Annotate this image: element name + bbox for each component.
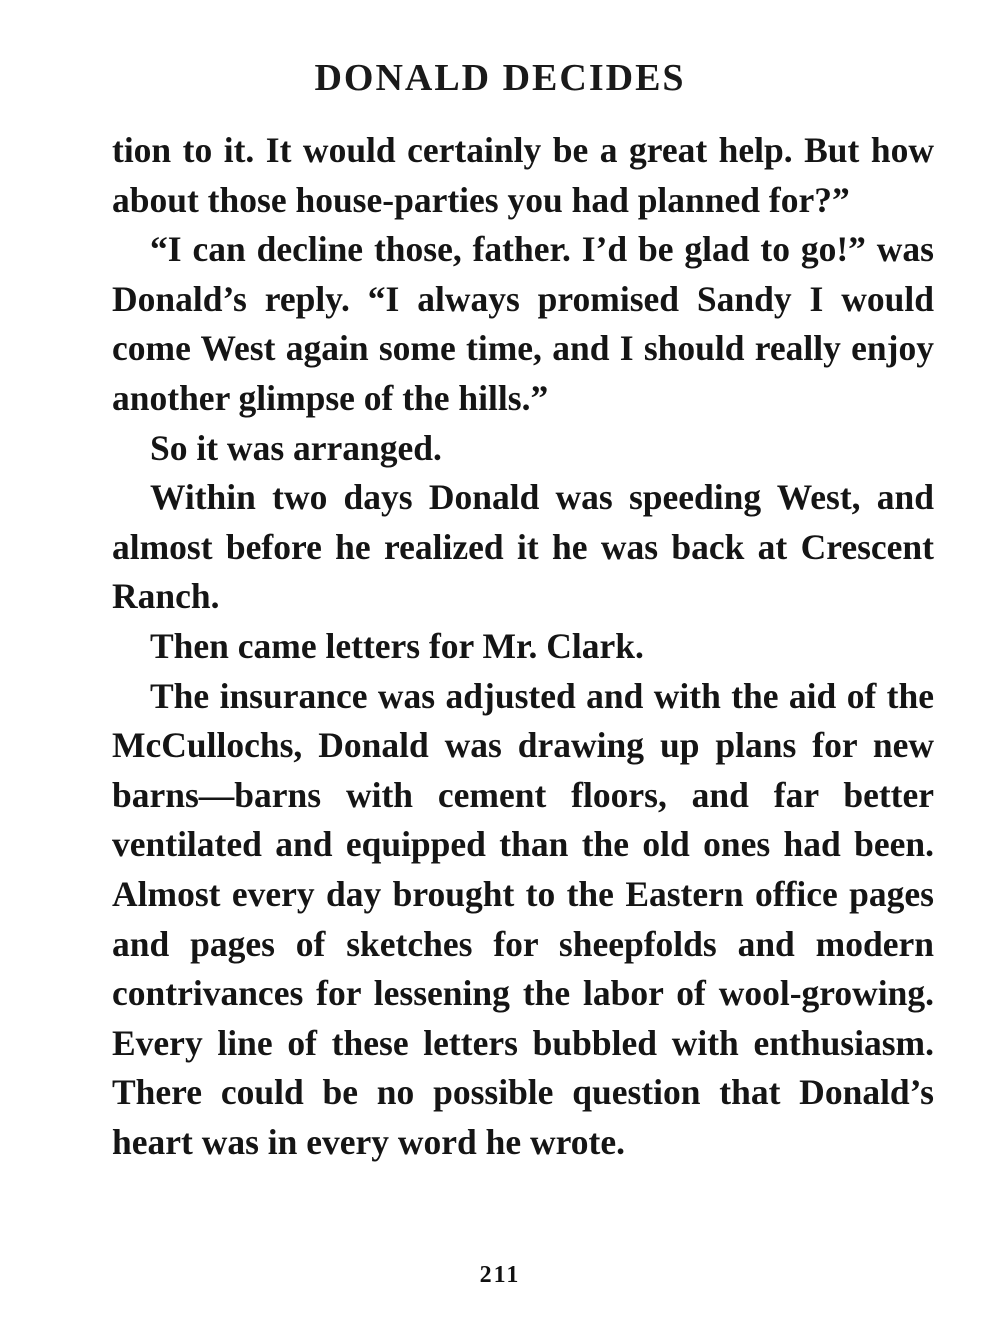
paragraph: tion to it. It would certainly be a great help. But how about those house-parties you had planned for?” [112, 130, 934, 220]
paragraph: “I can decline those, father. I’d be glad to go!” was Donald’s reply. “I always promised Sandy I would come West again some time, and I should really enjoy another glimpse of the hills.” [112, 229, 934, 418]
page-number: 211 [479, 1262, 521, 1288]
paragraph: Within two days Donald was speeding West, and almost before he realized it he was back at Crescent Ranch. [112, 477, 934, 617]
paragraph: The insurance was adjusted and with the aid of the McCullochs, Donald was drawing up plans for new barns—barns with cement floors, and far better ventilated and equipped than the old ones had been. Almost every day brought to the Eastern office pages and pages of sketches for sheepfolds and modern contrivances for lessening the labor of wool-growing. Every line of these letters bubbled with enthusiasm. There could be no possible question that Donald’s heart was in every word he wrote. [112, 675, 934, 1162]
body-text [112, 126, 934, 1167]
paragraph: So it was arranged. [150, 427, 442, 468]
paragraph: Then came letters for Mr. Clark. [150, 625, 644, 666]
running-title: DONALD DECIDES [314, 57, 686, 99]
